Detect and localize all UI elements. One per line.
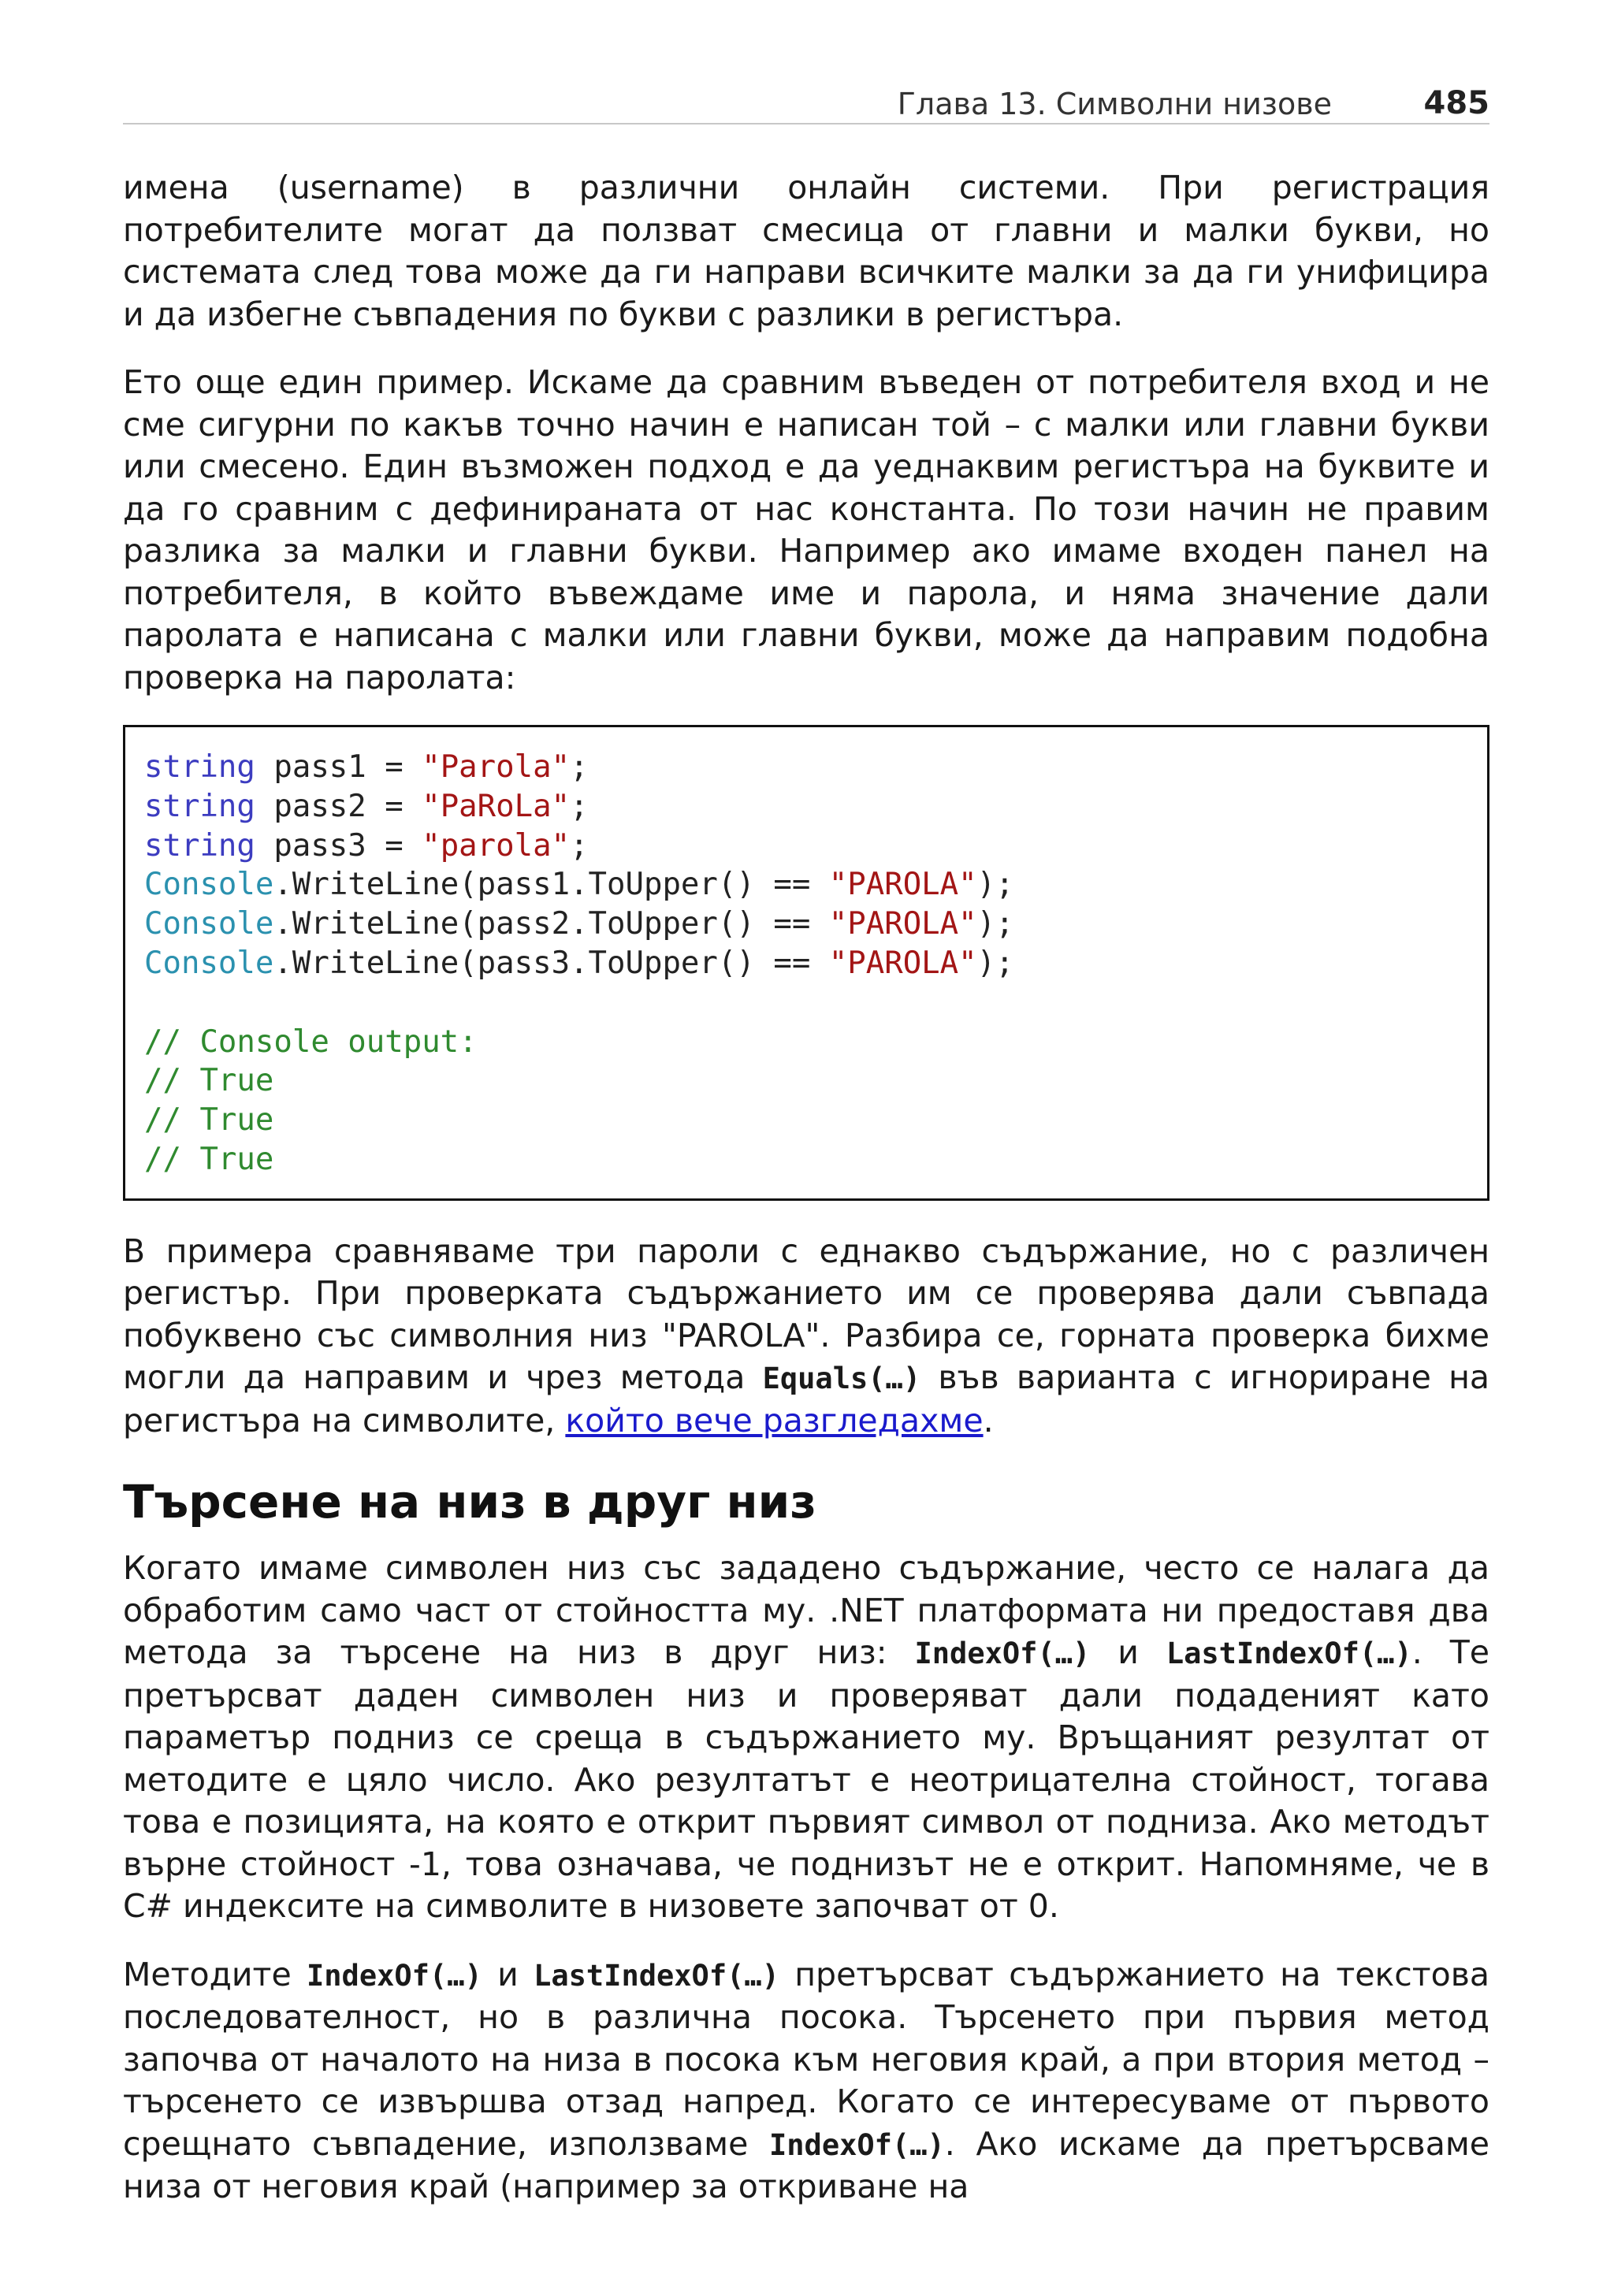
text-run: Когато имаме символен низ със зададено съдържание, често се налага да обработим само част от стойността му. .NET платформата ни предоставя два метода за търсене на низ в друг низ: <box>123 1549 1489 1672</box>
paragraph-example-explanation <box>123 1231 1489 1443</box>
page-header <box>123 82 1489 124</box>
code-string: "Parola" <box>422 749 571 785</box>
code-string: "PaRoLa" <box>422 788 571 824</box>
code-string: "parola" <box>422 827 571 864</box>
code-text: pass3 = <box>255 827 422 864</box>
code-class: Console <box>144 867 274 903</box>
inline-code-indexof: IndexOf(…) <box>769 2127 945 2162</box>
code-text: .WriteLine(pass2.ToUpper() == <box>273 906 829 942</box>
text-run: във варианта с игнориране на регистъра на символите, <box>123 1358 1490 1440</box>
chapter-title: Глава 13. Символни низове <box>897 87 1332 121</box>
inline-code-equals: Equals(…) <box>762 1362 921 1396</box>
inline-code-lastindexof: LastIndexOf(…) <box>1166 1637 1412 1671</box>
text-run: В примера сравняваме три пароли с еднакво съдържание, но с различен регистър. При проверката съдържанието им се проверява дали съвпада побуквено със символния низ "PAROLA". Разбира се, горната проверка бихме могли да направим и чрез метода <box>123 1232 1489 1397</box>
code-string: "PAROLA" <box>828 867 977 903</box>
code-text: ; <box>570 788 589 824</box>
code-line-5 <box>144 905 1468 944</box>
code-line-1 <box>144 748 1468 787</box>
code-text: ); <box>976 945 1014 981</box>
paragraph-search-direction <box>123 1954 1489 2209</box>
paragraph-search-intro <box>123 1547 1489 1928</box>
inline-code-lastindexof: LastIndexOf(…) <box>534 1958 779 1993</box>
code-text: pass2 = <box>255 788 422 824</box>
code-comment: // True <box>144 1063 274 1099</box>
code-string: "PAROLA" <box>828 945 977 981</box>
inline-code-indexof: IndexOf(…) <box>307 1958 482 1993</box>
code-text: .WriteLine(pass1.ToUpper() == <box>273 867 829 903</box>
text-run: претърсват съдържанието на текстова последователност, но в различна посока. Търсенето при първия метод започва от началото на низа в посока към неговия край, а при втория метод – търсенето се извършва отзад напред. Когато се интересуваме от първото срещнато съвпадение, използваме <box>123 1955 1490 2163</box>
code-comment: // Console output: <box>144 1024 478 1060</box>
inline-code-indexof: IndexOf(…) <box>914 1637 1091 1671</box>
code-text: ; <box>570 749 589 785</box>
code-line-6 <box>144 944 1468 983</box>
code-text: ); <box>976 867 1014 903</box>
code-line-4 <box>144 865 1468 905</box>
text-run: . Те претърсват даден символен низ и проверяват дали подаденият като параметър подниз се среща в съдържанието му. Връщаният резултат от методите е цяло число. Ако резултатът е неотрицателна стойност, тогава това е позицията, на която е открит първият символ от подниза. Ако методът върне стойност -1, това означава, че поднизът не е открит. Напомняме, че в C# индексите на символите в низовете започват от 0. <box>123 1633 1489 1926</box>
text-run: . <box>983 1401 994 1440</box>
code-line-blank <box>144 983 1468 1023</box>
paragraph-password-example: Ето още един пример. Искаме да сравним въведен от потребителя вход и не сме сигурни по какъв точно начин е написан той – с малки или главни букви или смесено. Един възможен подход е да уеднаквим регистъра на буквите и да го сравним с дефинираната от нас константа. По този начин не правим разлика за малки и главни букви. Например ако имаме входен панел на потребителя, в който въвеждаме име и парола, и няма значение дали паролата е написана с малки или главни букви, може да направим подобна проверка на паролата: <box>123 363 1489 697</box>
code-comment: // True <box>144 1102 274 1139</box>
code-text: .WriteLine(pass3.ToUpper() == <box>273 945 829 981</box>
page-body <box>123 167 1489 2235</box>
code-comment: // True <box>144 1141 274 1177</box>
code-text: ); <box>976 906 1014 942</box>
code-keyword: string <box>144 788 255 824</box>
text-run: и <box>1090 1633 1166 1672</box>
code-string: "PAROLA" <box>828 906 977 942</box>
code-line-2 <box>144 787 1468 827</box>
code-line-3 <box>144 827 1468 866</box>
section-heading: Търсене на низ в друг низ <box>123 1475 816 1529</box>
code-keyword: string <box>144 827 255 864</box>
code-text: ; <box>570 827 589 864</box>
code-keyword: string <box>144 749 255 785</box>
paragraph-usernames: имена (username) в различни онлайн системи. При регистрация потребителите могат да ползват смесица от главни и малки букви, но системата след това може да ги направи всичките малки за да ги унифицира и да избегне съвпадения по букви с разлики в регистъра. <box>123 169 1489 333</box>
text-run: . Ако искаме да претърсваме низа от неговия край (например за откриване на <box>123 2124 1489 2206</box>
cross-reference-link[interactable]: който вече разгледахме <box>565 1401 984 1440</box>
code-block <box>123 725 1489 1201</box>
code-text: pass1 = <box>255 749 422 785</box>
code-class: Console <box>144 945 274 981</box>
code-class: Console <box>144 906 274 942</box>
text-run: Методите <box>123 1955 307 1993</box>
page-number: 485 <box>1423 85 1489 121</box>
text-run: и <box>482 1955 534 1993</box>
